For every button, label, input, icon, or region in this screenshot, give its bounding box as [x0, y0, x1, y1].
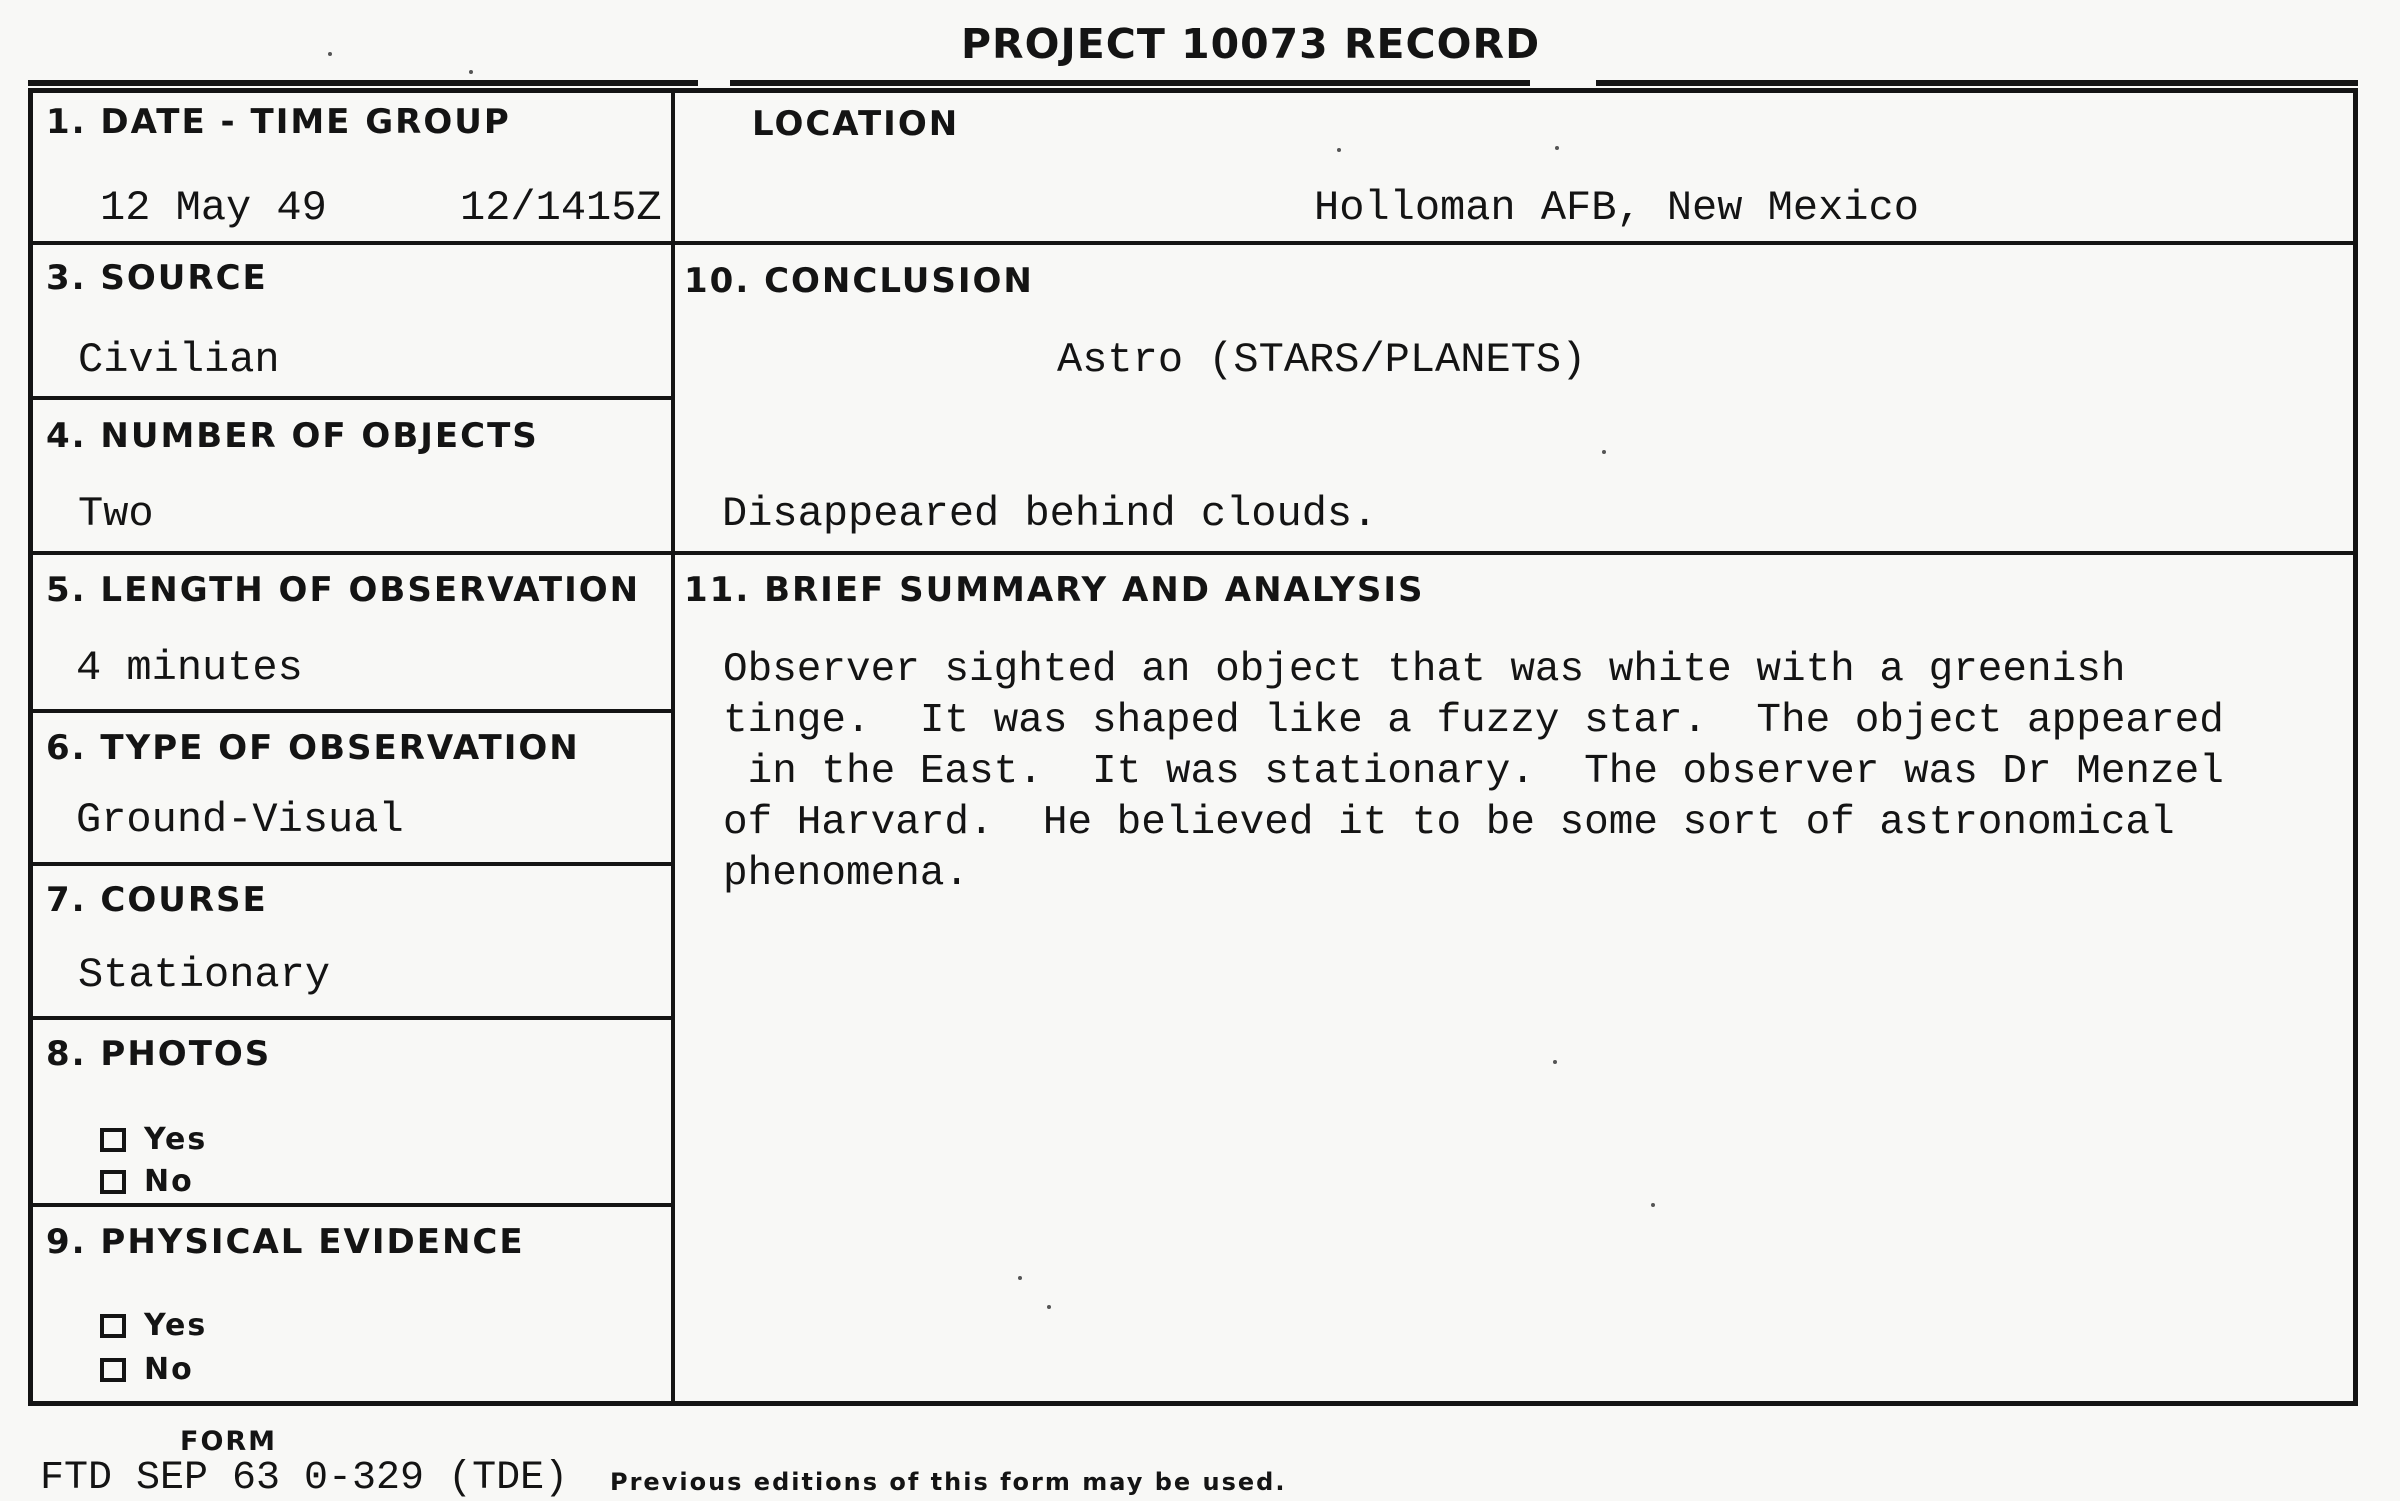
- date-value: 12 May 49: [100, 184, 327, 232]
- footer-form-word: FORM: [180, 1426, 278, 1457]
- paper-speck: [328, 52, 332, 56]
- row-divider: [28, 862, 673, 866]
- date-time-label: 1. DATE - TIME GROUP: [46, 102, 511, 142]
- photos-yes-label: Yes: [144, 1122, 208, 1157]
- page-title: PROJECT 10073 RECORD: [961, 20, 1541, 68]
- number-of-objects-label: 4. NUMBER OF OBJECTS: [46, 416, 539, 456]
- paper-speck: [1047, 1305, 1051, 1309]
- length-label: 5. LENGTH OF OBSERVATION: [46, 570, 641, 610]
- number-of-objects-value: Two: [78, 490, 154, 538]
- course-value: Stationary: [78, 951, 331, 999]
- conclusion-label: 10. CONCLUSION: [684, 261, 1034, 301]
- photos-no-option[interactable]: [100, 1164, 194, 1199]
- row-divider: [28, 1203, 673, 1207]
- conclusion-note: Disappeared behind clouds.: [722, 490, 1378, 538]
- column-divider: [671, 88, 675, 1406]
- footer-form-number: FTD SEP 63 0-329 (TDE): [40, 1456, 569, 1501]
- location-value: Holloman AFB, New Mexico: [1314, 184, 1919, 232]
- course-label: 7. COURSE: [46, 880, 268, 920]
- paper-speck: [1651, 1203, 1655, 1207]
- evidence-no-option[interactable]: [100, 1352, 194, 1387]
- time-value: 12/1415Z: [460, 184, 662, 232]
- checkbox-icon[interactable]: [100, 1358, 126, 1382]
- type-label: 6. TYPE OF OBSERVATION: [46, 728, 580, 768]
- paper-speck: [1602, 450, 1606, 454]
- evidence-yes-label: Yes: [144, 1308, 208, 1343]
- type-value: Ground-Visual: [76, 796, 404, 844]
- row-divider: [28, 709, 673, 713]
- paper-speck: [1018, 1276, 1022, 1280]
- summary-text: Observer sighted an object that was white with a greenish tinge. It was shaped like a fuzzy star. The object appeared in the East. It was stationary. The observer was Dr Menzel of Harvard. He believed it to be some sort of astronomical phenomena.: [723, 647, 2224, 897]
- photos-label: 8. PHOTOS: [46, 1034, 272, 1074]
- checkbox-icon[interactable]: [100, 1314, 126, 1338]
- row-divider: [28, 241, 2358, 245]
- row-divider: [28, 1016, 673, 1020]
- checkbox-icon[interactable]: [100, 1170, 126, 1194]
- top-rule: [28, 80, 698, 86]
- source-value: Civilian: [78, 336, 280, 384]
- photos-no-label: No: [144, 1164, 194, 1199]
- evidence-yes-option[interactable]: [100, 1308, 207, 1343]
- top-rule: [730, 80, 1530, 86]
- paper-speck: [1553, 1060, 1557, 1064]
- physical-evidence-label: 9. PHYSICAL EVIDENCE: [46, 1222, 525, 1262]
- row-divider: [28, 396, 673, 400]
- paper-speck: [469, 70, 473, 74]
- footer-note: Previous editions of this form may be used.: [610, 1468, 1287, 1496]
- row-divider: [28, 551, 2358, 555]
- source-label: 3. SOURCE: [46, 258, 268, 298]
- length-value: 4 minutes: [76, 644, 303, 692]
- top-rule: [1596, 80, 2358, 86]
- checkbox-icon[interactable]: [100, 1128, 126, 1152]
- paper-speck: [1555, 146, 1559, 150]
- summary-label: 11. BRIEF SUMMARY AND ANALYSIS: [684, 570, 1425, 610]
- paper-speck: [1337, 148, 1341, 152]
- location-label: LOCATION: [752, 104, 960, 144]
- photos-yes-option[interactable]: [100, 1122, 207, 1157]
- conclusion-value: Astro (STARS/PLANETS): [1057, 336, 1587, 384]
- evidence-no-label: No: [144, 1352, 194, 1387]
